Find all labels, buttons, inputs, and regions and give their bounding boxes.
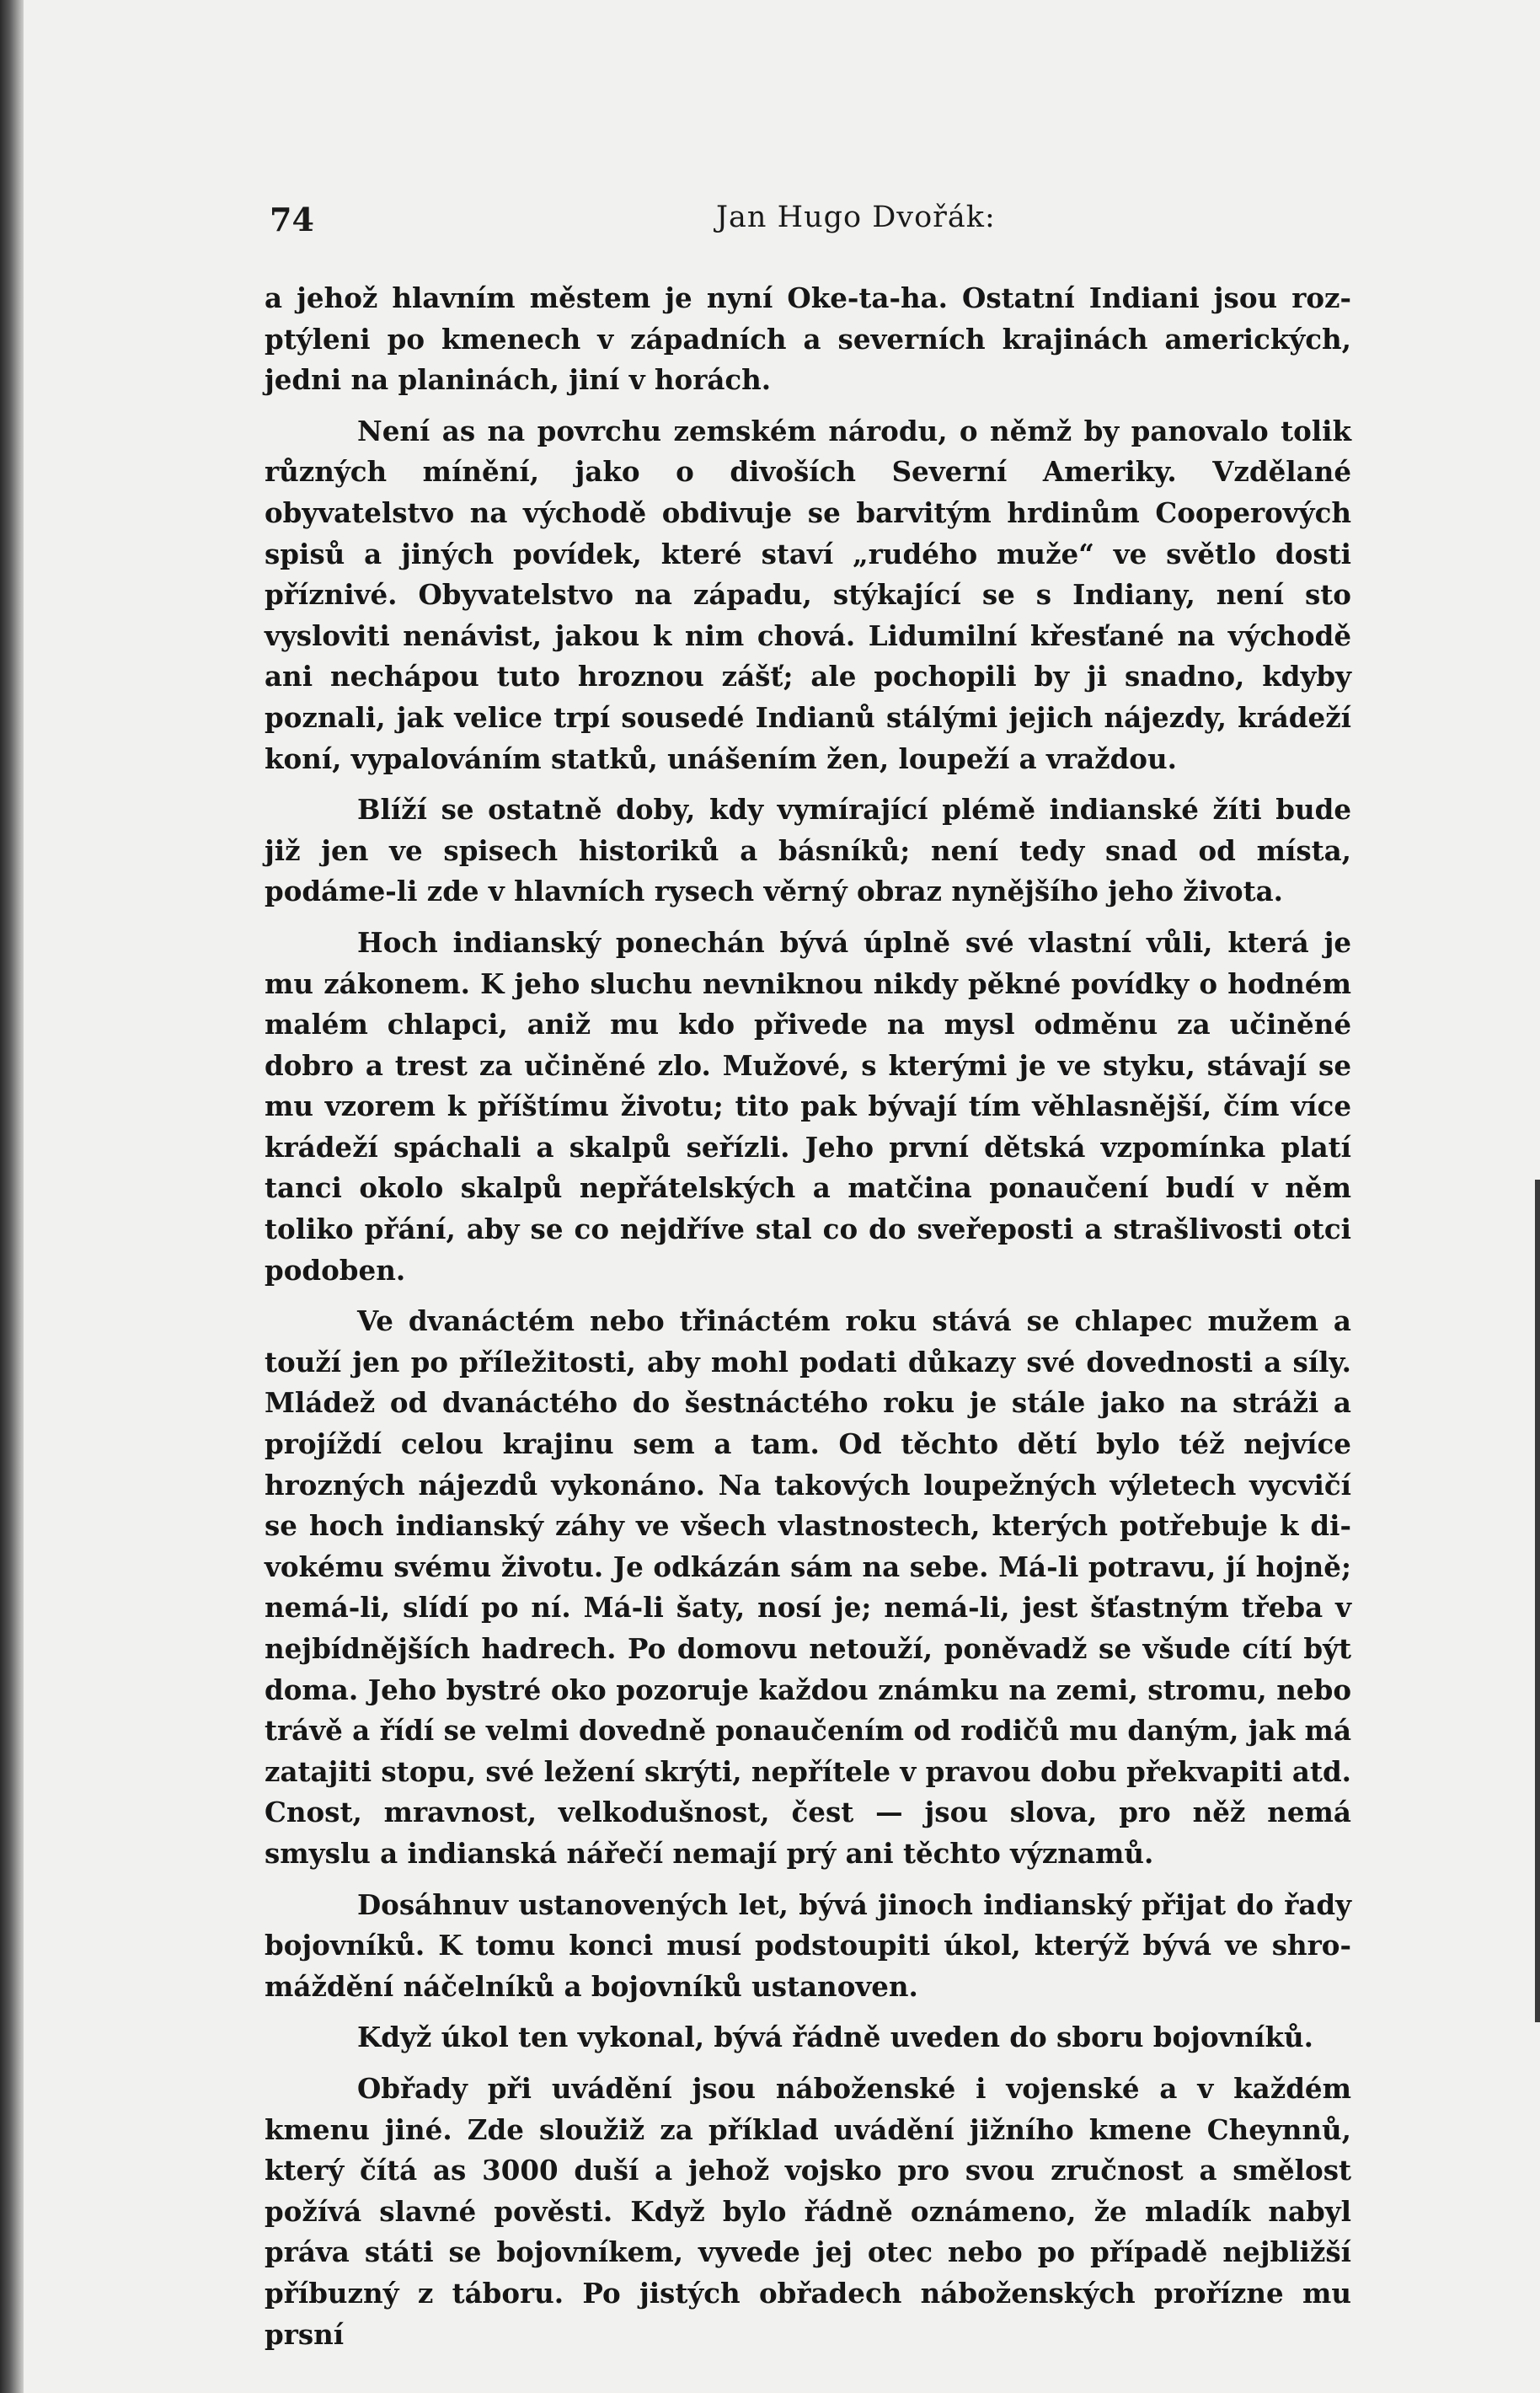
paragraph-7: Když úkol ten vykonal, bývá řádně uveden do sboru bojovníků. bbox=[357, 2021, 1313, 2054]
paragraph-3: Blíží se ostatně doby, kdy vymírající plémě indianské žíti bude již jen ve spisech historiků a básníků; není tedy snad od místa, podáme-li zde v hlavních rysech věrný obraz nynějšího jeho života. bbox=[265, 793, 1351, 908]
running-head: Jan Hugo Dvořák: bbox=[716, 201, 996, 234]
page-number: 74 bbox=[270, 201, 314, 238]
paragraph-1: a jehož hlavním městem je nyní Oke-ta-ha. Ostatní Indiani jsou rozptýleni po kmenech v západních a severních krajinách amerických, jedni na planinách, jiní v horách. bbox=[265, 281, 1351, 397]
page-edge-right bbox=[1535, 1180, 1540, 2022]
paragraph-6: Dosáhnuv ustanovených let, bývá jinoch indianský přijat do řady bojovníků. K tomu konci musí podstoupiti úkol, kterýž bývá ve shromáždění náčelníků a bojovníků ustanoven. bbox=[265, 1887, 1351, 2003]
book-gutter-shadow bbox=[0, 0, 24, 2393]
paragraph-8: Obřady při uvádění jsou náboženské i vojenské a v každém kmenu jiné. Zde sloužiž za příklad uvádění jižního kmene Cheynnů, který čítá as 3000 duší a jehož vojsko pro svou zručnost a smělost požívá slavné pověsti. Když bylo řádně oznámeno, že mladík nabyl práva státi se bojovníkem, vyvede jej otec nebo po případě nejbližší příbuzný z táboru. Po jistých obřadech náboženských prořízne mu prsní bbox=[265, 2071, 1351, 2351]
paragraph-4: Hoch indianský ponechán bývá úplně své vlastní vůli, která je mu zákonem. K jeho sluchu nevniknou nikdy pěkné povídky o hodném malém chlapci, aniž mu kdo přivede na mysl odměnu za učiněné dobro a trest za učiněné zlo. Mužové, s kterými je ve styku, stávají se mu vzorem k příštímu životu; tito pak bývají tím věhlasnější, čím více krádeží spáchali a skalpů seřízli. Jeho první dětská vzpomínka platí tanci okolo skalpů nepřátelských a matčina ponaučení budí v něm toliko přání, aby se co nejdříve stal co do sveřeposti a strašlivosti otci podoben. bbox=[265, 925, 1351, 1287]
paragraph-2: Není as na povrchu zemském národu, o němž by panovalo tolik různých mínění, jako o divoších Severní Ameriky. Vzdělané obyvatelstvo na východě obdivuje se barvitým hrdinům Cooperových spisů a jiných povídek, které staví „rudého muže“ ve světlo dosti příznivé. Obyvatelstvo na západu, stýkající se s Indiany, není sto vysloviti nenávist, jakou k nim chová. Lidumilní křesťané na východě ani nechápou tuto hroznou zášť; ale pochopili by ji snadno, kdyby poznali, jak velice trpí sousedé Indianů stálými jejich nájezdy, krádeží koní, vypalováním statků, unášením žen, loupeží a vraždou. bbox=[265, 414, 1351, 775]
body-text bbox=[265, 278, 1351, 2365]
book-page bbox=[24, 0, 1540, 2393]
paragraph-5: Ve dvanáctém nebo třináctém roku stává se chlapec mužem a touží jen po příležitosti, aby mohl podati důkazy své dovednosti a síly. Mládež od dvanáctého do šestnáctého roku je stále jako na stráži a projíždí celou krajinu sem a tam. Od těchto dětí bylo též nejvíce hrozných nájezdů vykonáno. Na takových loupežných výletech vycvičí se hoch indianský záhy ve všech vlastnostech, kterých potřebuje k divokému svému životu. Je odkázán sám na sebe. Má-li potravu, jí hojně; nemá-li, slídí po ní. Má-li šaty, nosí je; nemá-li, jest šťastným třeba v nejbídnějších hadrech. Po domovu netouží, poněvadž se všude cítí být doma. Jeho bystré oko pozoruje každou známku na zemi, stromu, nebo trávě a řídí se velmi dovedně ponaučením od rodičů mu daným, jak má zatajiti stopu, své ležení skrýti, nepřítele v pravou dobu překvapiti atd. Cnost, mravnost, velkodušnost, čest — jsou slova, pro něž nemá smyslu a indianská nářečí nemají prý ani těchto významů. bbox=[265, 1304, 1351, 1870]
page-header bbox=[270, 194, 1390, 244]
